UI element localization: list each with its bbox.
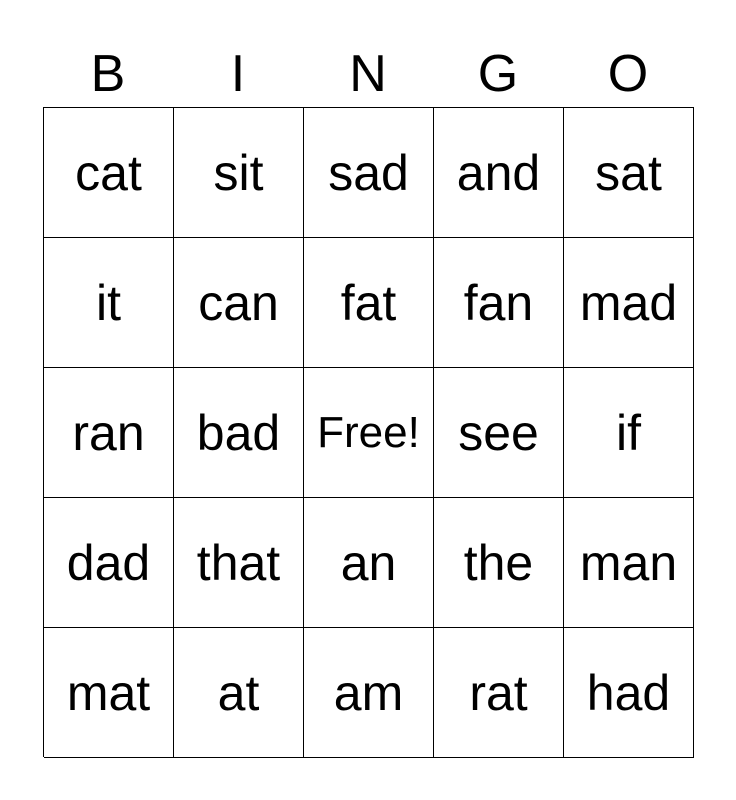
bingo-cell-r4-c4[interactable]: the bbox=[434, 498, 564, 628]
bingo-cell-r5-c3[interactable]: am bbox=[304, 628, 434, 758]
bingo-cell-r1-c2[interactable]: sit bbox=[174, 108, 304, 238]
header-letter-g: G bbox=[477, 45, 519, 103]
bingo-cell-r3-c4[interactable]: see bbox=[434, 368, 564, 498]
header-letter-o: O bbox=[607, 45, 649, 103]
bingo-cell-r1-c3[interactable]: sad bbox=[304, 108, 434, 238]
bingo-cell-r1-c4[interactable]: and bbox=[434, 108, 564, 238]
bingo-cell-r4-c1[interactable]: dad bbox=[44, 498, 174, 628]
bingo-cell-r5-c1[interactable]: mat bbox=[44, 628, 174, 758]
bingo-cell-r4-c3[interactable]: an bbox=[304, 498, 434, 628]
header-letter-n: N bbox=[349, 45, 387, 103]
bingo-cell-r3-c2[interactable]: bad bbox=[174, 368, 304, 498]
bingo-cell-r2-c2[interactable]: can bbox=[174, 238, 304, 368]
bingo-cell-r1-c1[interactable]: cat bbox=[44, 108, 174, 238]
bingo-cell-r2-c1[interactable]: it bbox=[44, 238, 174, 368]
bingo-cell-r4-c5[interactable]: man bbox=[564, 498, 694, 628]
bingo-header bbox=[43, 44, 693, 104]
bingo-cell-r2-c3[interactable]: fat bbox=[304, 238, 434, 368]
bingo-cell-r3-c5[interactable]: if bbox=[564, 368, 694, 498]
bingo-cell-r1-c5[interactable]: sat bbox=[564, 108, 694, 238]
bingo-board bbox=[43, 107, 694, 757]
bingo-cell-r5-c4[interactable]: rat bbox=[434, 628, 564, 758]
bingo-cell-r3-c1[interactable]: ran bbox=[44, 368, 174, 498]
header-letter-b: B bbox=[90, 45, 126, 103]
bingo-cell-r4-c2[interactable]: that bbox=[174, 498, 304, 628]
bingo-free-space[interactable]: Free! bbox=[304, 368, 434, 498]
header-letter-i: I bbox=[230, 45, 246, 103]
bingo-cell-r5-c2[interactable]: at bbox=[174, 628, 304, 758]
bingo-cell-r2-c4[interactable]: fan bbox=[434, 238, 564, 368]
bingo-cell-r2-c5[interactable]: mad bbox=[564, 238, 694, 368]
bingo-cell-r5-c5[interactable]: had bbox=[564, 628, 694, 758]
